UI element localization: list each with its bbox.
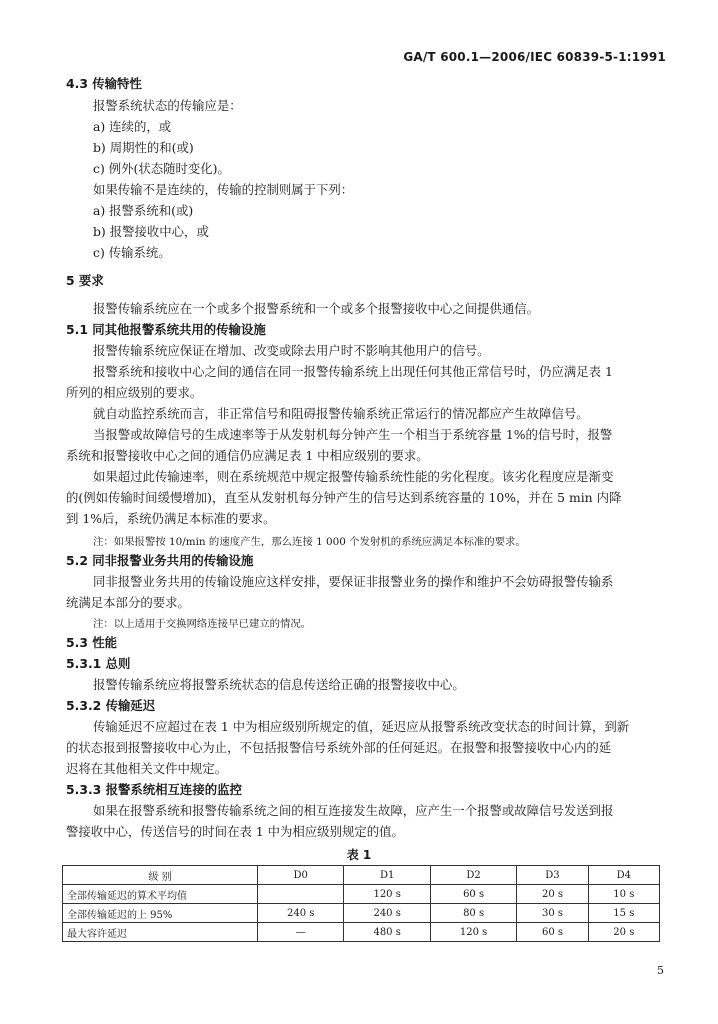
paragraph-line: 同非报警业务共用的传输设施应这样安排，要保证非报警业务的操作和维护不会妨碍报警传输系 <box>93 574 614 589</box>
paragraph-line: a) 连续的，或 <box>93 119 172 134</box>
table-header-cell: 级 别 <box>63 866 258 885</box>
table-header-row <box>63 866 660 885</box>
paragraph-line: 如果传输不是连续的，传输的控制则属于下列： <box>93 182 354 197</box>
table-cell: 全部传输延迟的算术平均值 <box>63 885 258 904</box>
paragraph-line: 所列的相应级别的要求。 <box>66 385 203 400</box>
paragraph-line: 报警传输系统应在一个或多个报警系统和一个或多个报警接收中心之间提供通信。 <box>93 301 540 316</box>
section-heading: 5.1 同其他报警系统共用的传输设施 <box>66 322 266 337</box>
table-cell: 240 s <box>344 904 430 923</box>
section-heading: 5.3.3 报警系统相互连接的监控 <box>66 782 242 797</box>
table-cell: 20 s <box>517 885 588 904</box>
paragraph-line: 警接收中心，传送信号的时间在表 1 中为相应级别规定的值。 <box>66 824 404 839</box>
table-header-cell: D0 <box>258 866 344 885</box>
section-heading: 5.2 同非报警业务共用的传输设施 <box>66 553 254 568</box>
table-row <box>63 923 660 942</box>
note-text: 注：如果报警按 10/min 的速度产生，那么连接 1 000 个发射机的系统应满足本标准的要求。 <box>93 536 526 548</box>
paragraph-line: a) 报警系统和(或) <box>93 203 194 218</box>
table-cell: 60 s <box>430 885 516 904</box>
section-heading: 5 要求 <box>66 273 104 288</box>
section-heading: 5.3 性能 <box>66 635 118 650</box>
paragraph-line: c) 传输系统。 <box>93 245 171 260</box>
section-heading: 5.3.1 总则 <box>66 656 131 671</box>
section-heading: 5.3.2 传输延迟 <box>66 698 156 713</box>
table-header-cell: D2 <box>430 866 516 885</box>
paragraph-line: 的状态报到报警接收中心为止，不包括报警信号系统外部的任何延迟。在报警和报警接收中心内的延 <box>66 740 612 755</box>
table-caption: 表 1 <box>346 848 372 862</box>
table-cell: 120 s <box>430 923 516 942</box>
paragraph-line: c) 例外(状态随时变化)。 <box>93 161 230 176</box>
table-cell: 120 s <box>344 885 430 904</box>
paragraph-line: 迟将在其他相关文件中规定。 <box>66 761 228 776</box>
table-cell: 240 s <box>258 904 344 923</box>
table-header-cell: D1 <box>344 866 430 885</box>
page-number: 5 <box>657 964 664 977</box>
paragraph-line: 如果超过此传输速率，则在系统规范中规定报警传输系统性能的劣化程度。该劣化程度应是渐变 <box>93 469 614 484</box>
table-header-cell: D4 <box>588 866 659 885</box>
table-cell: — <box>258 923 344 942</box>
table-cell: 15 s <box>588 904 659 923</box>
table-cell: 最大容许延迟 <box>63 923 258 942</box>
paragraph-line: 系统和报警接收中心之间的通信仍应满足表 1 中相应级别的要求。 <box>66 448 429 463</box>
table-cell: 60 s <box>517 923 588 942</box>
paragraph-line: 的(例如传输时间缓慢增加)，直至从发射机每分钟产生的信号达到系统容量的 10%，并在 5 min 内降 <box>66 490 622 505</box>
section-heading: 4.3 传输特性 <box>66 76 142 91</box>
table-cell <box>258 885 344 904</box>
table-header-cell: D3 <box>517 866 588 885</box>
table-cell: 80 s <box>430 904 516 923</box>
table-row <box>63 904 660 923</box>
paragraph-line: b) 报警接收中心，或 <box>93 224 209 239</box>
table-cell: 480 s <box>344 923 430 942</box>
paragraph-line: 报警传输系统应将报警系统状态的信息传送给正确的报警接收中心。 <box>93 677 465 692</box>
table-cell: 全部传输延迟的上 95% <box>63 904 258 923</box>
paragraph-line: 报警系统状态的传输应是： <box>93 98 242 113</box>
paragraph-line: 统满足本部分的要求。 <box>66 595 190 610</box>
paragraph-line: 到 1%后，系统仍满足本标准的要求。 <box>66 511 276 526</box>
table-cell: 10 s <box>588 885 659 904</box>
standard-number: GA/T 600.1—2006/IEC 60839-5-1:1991 <box>403 50 666 64</box>
paragraph-line: 传输延迟不应超过在表 1 中为相应级别所规定的值，延迟应从报警系统改变状态的时间计算，到新 <box>93 719 630 734</box>
paragraph-line: 如果在报警系统和报警传输系统之间的相互连接发生故障，应产生一个报警或故障信号发送到报 <box>93 803 614 818</box>
note-text: 注：以上适用于交换网络连接早已建立的情况。 <box>93 618 312 630</box>
table-cell: 20 s <box>588 923 659 942</box>
paragraph-line: 报警传输系统应保证在增加、改变或除去用户时不影响其他用户的信号。 <box>93 343 490 358</box>
paragraph-line: 当报警或故障信号的生成速率等于从发射机每分钟产生一个相当于系统容量 1%的信号时，报警 <box>93 427 613 442</box>
paragraph-line: b) 周期性的和(或) <box>93 140 194 155</box>
paragraph-line: 报警系统和接收中心之间的通信在同一报警传输系统上出现任何其他正常信号时，仍应满足表 1 <box>93 364 613 379</box>
table-cell: 30 s <box>517 904 588 923</box>
performance-table <box>62 865 660 942</box>
table-row <box>63 885 660 904</box>
paragraph-line: 就自动监控系统而言，非正常信号和阻碍报警传输系统正常运行的情况都应产生故障信号。 <box>93 406 589 421</box>
